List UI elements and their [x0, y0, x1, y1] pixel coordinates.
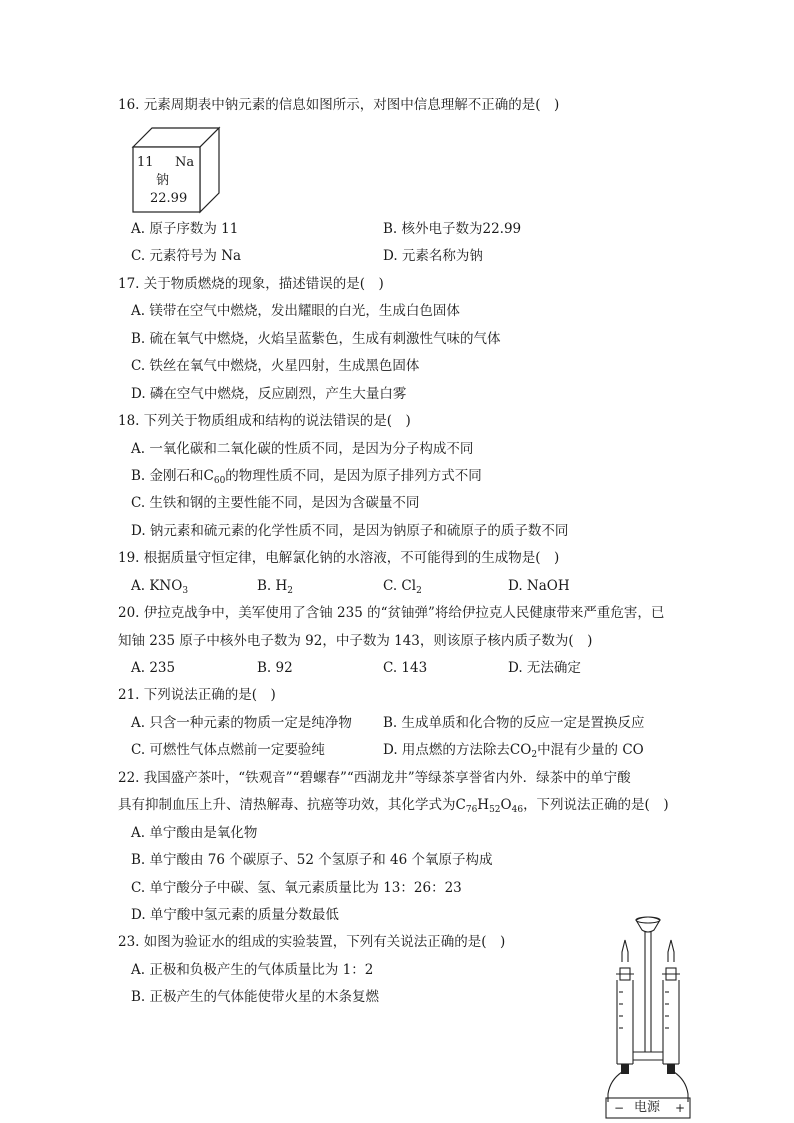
- q22-stem-line2: 具有抑制血压上升、清热解毒、抗癌等功效，其化学式为$C_{76}H_{52}O_{46}$，下列说法正确的是( ): [118, 797, 669, 815]
- apparatus-drawing: [592, 912, 704, 1120]
- element-symbol: Na: [175, 155, 195, 170]
- q21-stem: 21. 下列说法正确的是( ): [118, 687, 276, 703]
- q18-option-d: D. 钠元素和硫元素的化学性质不同，是因为钠原子和硫原子的质子数不同: [131, 523, 569, 539]
- q18-stem: 18. 下列关于物质组成和结构的说法错误的是( ): [118, 413, 411, 429]
- q20-option-c: C. 143: [383, 660, 428, 676]
- electrolysis-apparatus: [592, 912, 704, 1120]
- power-source-label: 电源: [634, 1100, 661, 1115]
- q20-stem-line2: 知铀 235 原子中核外电子数为 92，中子数为 143，则该原子核内质子数为( ): [118, 633, 593, 649]
- atomic-mass: 22.99: [150, 191, 188, 206]
- q19-option-d: D. NaOH: [508, 578, 570, 594]
- q17-stem: 17. 关于物质燃烧的现象，描述错误的是( ): [118, 276, 384, 292]
- power-plus-label: +: [675, 1101, 686, 1115]
- q23-option-b: B. 正极产生的气体能使带火星的木条复燃: [131, 989, 380, 1005]
- q16-option-c: C. 元素符号为 Na: [131, 248, 242, 264]
- power-minus-label: −: [614, 1101, 625, 1115]
- q21-option-c: C. 可燃性气体点燃前一定要验纯: [131, 742, 325, 758]
- q18-option-c: C. 生铁和钢的主要性能不同，是因为含碳量不同: [131, 495, 420, 511]
- q19-option-c: C. $Cl_2$: [383, 578, 422, 596]
- q20-option-d: D. 无法确定: [508, 660, 581, 676]
- q19-option-b: B. $H_2$: [257, 578, 294, 596]
- atomic-number: 11: [137, 155, 154, 170]
- q19-option-a: A. $KNO_3$: [131, 578, 189, 596]
- q17-option-b: B. 硫在氧气中燃烧，火焰呈蓝紫色，生成有刺激性气味的气体: [131, 331, 501, 347]
- element-name: 钠: [156, 173, 170, 188]
- q16-option-a: A. 原子序数为 11: [131, 221, 239, 237]
- q18-option-b: B. 金刚石和$C_{60}$的物理性质不同，是因为原子排列方式不同: [131, 468, 482, 486]
- q20-option-a: A. 235: [131, 660, 176, 676]
- q16-option-d: D. 元素名称为钠: [383, 248, 483, 264]
- sodium-element-cell: [130, 125, 222, 215]
- q22-option-c: C. 单宁酸分子中碳、氢、氧元素质量比为 13：26：23: [131, 880, 462, 896]
- q21-option-a: A. 只含一种元素的物质一定是纯净物: [131, 715, 352, 731]
- q19-stem: 19. 根据质量守恒定律，电解氯化钠的水溶液，不可能得到的生成物是( ): [118, 550, 560, 566]
- q22-option-d: D. 单宁酸中氢元素的质量分数最低: [131, 907, 339, 923]
- q16-stem: 16. 元素周期表中钠元素的信息如图所示，对图中信息理解不正确的是( ): [118, 97, 560, 113]
- q17-option-d: D. 磷在空气中燃烧，反应剧烈，产生大量白雾: [131, 386, 407, 402]
- q16-option-b: B. 核外电子数为22.99: [383, 221, 522, 237]
- q23-stem: 23. 如图为验证水的组成的实验装置，下列有关说法正确的是( ): [118, 934, 506, 950]
- q20-option-b: B. 92: [257, 660, 293, 676]
- q17-option-a: A. 镁带在空气中燃烧，发出耀眼的白光，生成白色固体: [131, 303, 460, 319]
- q17-option-c: C. 铁丝在氧气中燃烧，火星四射，生成黑色固体: [131, 358, 420, 374]
- q22-stem-line1: 22. 我国盛产茶叶，“铁观音”“碧螺春”“西湖龙井”等绿茶享誉省内外．绿茶中的单宁酸: [118, 770, 631, 786]
- q21-option-b: B. 生成单质和化合物的反应一定是置换反应: [383, 715, 645, 731]
- q18-option-a: A. 一氧化碳和二氧化碳的性质不同，是因为分子构成不同: [131, 441, 474, 457]
- q22-option-a: A. 单宁酸由是氧化物: [131, 825, 258, 841]
- q23-option-a: A. 正极和负极产生的气体质量比为 1：2: [131, 962, 374, 978]
- q22-option-b: B. 单宁酸由 76 个碳原子、52 个氢原子和 46 个氧原子构成: [131, 852, 493, 868]
- q20-stem-line1: 20. 伊拉克战争中，美军使用了含铀 235 的“贫铀弹”将给伊拉克人民健康带来严重危害，已: [118, 605, 665, 621]
- q21-option-d: D. 用点燃的方法除去$CO_2$中混有少量的 CO: [383, 742, 644, 760]
